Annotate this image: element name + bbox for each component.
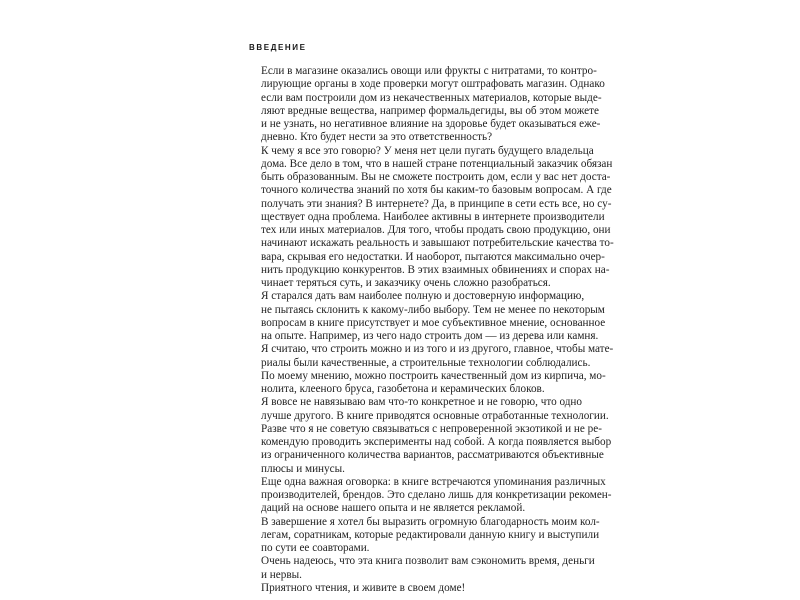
text-line: даций на основе нашего опыта и не является рекламой. <box>261 502 526 515</box>
text-line: К чему я все это говорю? У меня нет цели пугать будущего владельца <box>261 144 594 157</box>
text-line: ляют вредные вещества, например формальдегиды, вы об этом можете <box>261 104 600 117</box>
text-line: вопросам в книге присутствует и мое субъективное мнение, основанное <box>261 316 606 329</box>
section-header: ВВЕДЕНИЕ <box>249 43 307 52</box>
text-line: Я считаю, что строить можно и из того и из другого, главное, чтобы мате- <box>261 343 614 356</box>
text-line: Еще одна важная оговорка: в книге встречаются упоминания различных <box>261 475 606 488</box>
text-line: быть образованным. Вы не сможете построить дом, если у вас нет доста- <box>261 171 611 183</box>
text-line: легам, соратникам, которые редактировали данную книгу и выступили <box>261 528 600 541</box>
text-line: ществует одна проблема. Наиболее активны в интернете производители <box>261 210 605 223</box>
paragraph <box>249 65 605 145</box>
paragraph <box>249 555 595 582</box>
text-line: Если в магазине оказались овощи или фрукты с нитратами, то контро- <box>261 65 597 77</box>
text-line: точного количества знаний по хотя бы каким-то базовым вопросам. А где <box>261 184 612 197</box>
text-line: и не узнать, но негативное влияние на здоровье будет оказываться еже- <box>261 118 601 130</box>
paragraph <box>249 515 600 556</box>
text-line: Я старался дать вам наиболее полную и достоверную информацию, <box>261 290 585 303</box>
paragraph <box>249 475 612 516</box>
text-line: начинают искажать реальность и завышают потребительские качества то- <box>261 237 614 250</box>
text-line: не пытаясь склонить к какому-либо выбору. Тем не менее по некоторым <box>261 303 605 316</box>
paragraph <box>249 396 612 476</box>
text-line: Я вовсе не навязываю вам что-то конкретное и не говорю, что одно <box>261 396 583 409</box>
text-line: Очень надеюсь, что эта книга позволит вам сэкономить время, деньги <box>261 555 595 568</box>
text-line: вара, скрывая его недостатки. И наоборот, пытаются максимально очер- <box>261 250 605 263</box>
paragraph <box>249 290 614 396</box>
text-line: лучше другого. В книге приводятся основные отработанные технологии. <box>261 409 609 422</box>
text-line: Разве что я не советую связываться с непроверенной экзотикой и не ре- <box>261 422 602 435</box>
body-text <box>249 65 614 595</box>
text-line: По моему мнению, можно построить качественный дом из кирпича, мо- <box>261 369 606 382</box>
text-line: получать эти знания? В интернете? Да, в принципе в сети есть все, но су- <box>261 197 612 210</box>
text-line: по сути ее соавторами. <box>261 542 370 554</box>
text-line: лирующие органы в ходе проверки могут оштрафовать магазин. Однако <box>261 78 605 91</box>
text-line: Приятного чтения, и живите в своем доме! <box>261 581 466 594</box>
text-line: комендую проводить эксперименты над собой. А когда появляется выбор <box>261 436 612 448</box>
text-line: В завершение я хотел бы выразить огромную благодарность моим кол- <box>261 515 600 528</box>
paragraph <box>249 144 614 291</box>
text-line: на опыте. Например, из чего надо строить дом — из дерева или камня. <box>261 330 599 342</box>
text-line: если вам построили дом из некачественных материалов, которые выде- <box>261 91 602 104</box>
paragraph <box>249 582 554 595</box>
text-line: и нервы. <box>261 568 302 581</box>
text-line: дома. Все дело в том, что в нашей стране потенциальный заказчик обязан <box>261 157 613 170</box>
text-line: производителей, брендов. Это сделано лишь для конкретизации рекомен- <box>261 489 612 501</box>
text-line: дневно. Кто будет нести за это ответственность? <box>261 131 493 144</box>
text-line: из ограниченного количества вариантов, рассматриваются объективные <box>261 449 604 462</box>
text-line: риалы были качественные, а строительные технологии соблюдались. <box>261 356 591 369</box>
text-line: нить продукцию конкурентов. В этих взаимных обвинениях и спорах на- <box>261 263 610 276</box>
text-line: нолита, клееного бруса, газобетона и керамических блоков. <box>261 383 545 395</box>
text-line: тех или иных материалов. Для того, чтобы продать свою продукцию, они <box>261 224 611 236</box>
text-line: чинает теряться суть, и заказчику очень сложно разобраться. <box>261 277 551 289</box>
text-line: плюсы и минусы. <box>261 462 345 475</box>
